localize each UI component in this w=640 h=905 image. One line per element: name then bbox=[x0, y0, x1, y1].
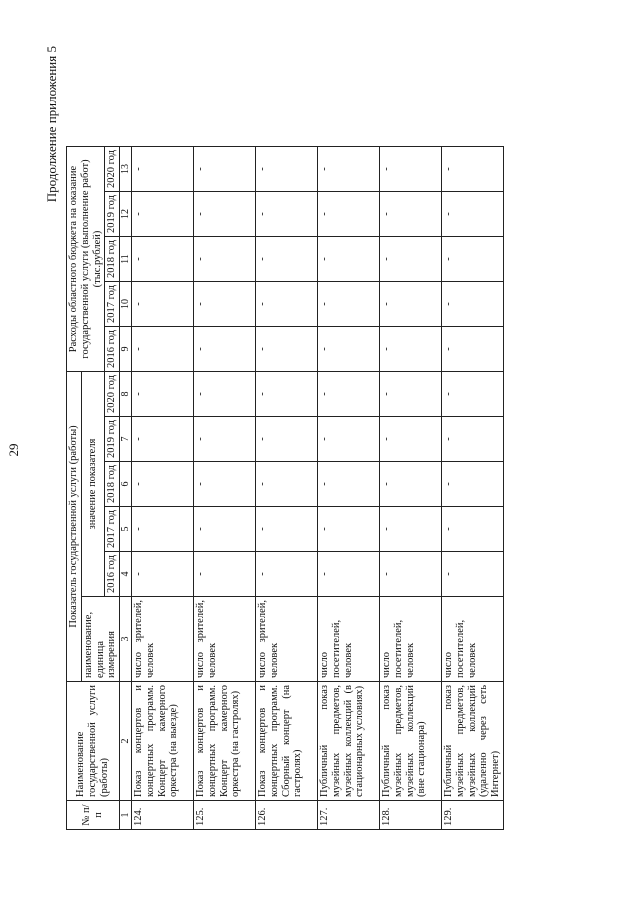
service-name: Публичный показ музейных предметов, музейных коллекций (в стационарных условиях) bbox=[318, 682, 380, 801]
value-cell: - bbox=[132, 507, 194, 552]
column-number: 11 bbox=[120, 237, 132, 282]
value-cell: - bbox=[442, 462, 504, 507]
value-cell: - bbox=[256, 327, 318, 372]
value-cell: - bbox=[318, 147, 380, 192]
table-row bbox=[380, 147, 442, 830]
header-service-name: Наименование государственной услуги (работы) bbox=[67, 682, 120, 801]
header-year: 2020 год bbox=[105, 372, 120, 417]
column-number: 9 bbox=[120, 327, 132, 372]
header-year: 2018 год bbox=[105, 237, 120, 282]
value-cell: - bbox=[442, 147, 504, 192]
value-cell: - bbox=[256, 147, 318, 192]
indicator-unit: число посетителей, человек bbox=[442, 597, 504, 682]
column-number: 4 bbox=[120, 552, 132, 597]
service-name: Публичный показ музейных предметов, музейных коллекций (удаленно через сеть Интернет) bbox=[442, 682, 504, 801]
value-cell: - bbox=[380, 327, 442, 372]
value-cell: - bbox=[442, 327, 504, 372]
value-cell: - bbox=[380, 507, 442, 552]
header-no: № п/п bbox=[67, 801, 120, 830]
value-cell: - bbox=[256, 282, 318, 327]
table-row bbox=[256, 147, 318, 830]
value-cell: - bbox=[380, 282, 442, 327]
header-year: 2020 год bbox=[105, 147, 120, 192]
value-cell: - bbox=[380, 237, 442, 282]
service-name: Показ концертов и концертных программ. Сборный концерт (на гастролях) bbox=[256, 682, 318, 801]
value-cell: - bbox=[442, 282, 504, 327]
column-number: 5 bbox=[120, 507, 132, 552]
value-cell: - bbox=[194, 237, 256, 282]
column-number: 1 bbox=[120, 801, 132, 830]
value-cell: - bbox=[442, 552, 504, 597]
column-number-row bbox=[120, 147, 132, 830]
value-cell: - bbox=[380, 462, 442, 507]
value-cell: - bbox=[194, 282, 256, 327]
value-cell: - bbox=[318, 507, 380, 552]
row-number: 127. bbox=[318, 801, 380, 830]
value-cell: - bbox=[442, 417, 504, 462]
row-number: 124. bbox=[132, 801, 194, 830]
value-cell: - bbox=[380, 552, 442, 597]
header-values-group: значение показателя bbox=[81, 372, 105, 597]
table-body bbox=[132, 147, 504, 830]
column-number: 8 bbox=[120, 372, 132, 417]
value-cell: - bbox=[442, 372, 504, 417]
value-cell: - bbox=[256, 507, 318, 552]
value-cell: - bbox=[380, 372, 442, 417]
column-number: 3 bbox=[120, 597, 132, 682]
value-cell: - bbox=[256, 192, 318, 237]
value-cell: - bbox=[132, 327, 194, 372]
table-row bbox=[442, 147, 504, 830]
column-number: 12 bbox=[120, 192, 132, 237]
service-name: Показ концертов и концертных программ. Концерт камерного оркестра (на гастролях) bbox=[194, 682, 256, 801]
value-cell: - bbox=[194, 327, 256, 372]
budget-table bbox=[66, 146, 504, 830]
value-cell: - bbox=[132, 552, 194, 597]
value-cell: - bbox=[132, 372, 194, 417]
indicator-unit: число зрителей, человек bbox=[194, 597, 256, 682]
value-cell: - bbox=[318, 372, 380, 417]
value-cell: - bbox=[442, 237, 504, 282]
value-cell: - bbox=[318, 192, 380, 237]
value-cell: - bbox=[256, 462, 318, 507]
value-cell: - bbox=[318, 417, 380, 462]
value-cell: - bbox=[318, 462, 380, 507]
header-year: 2018 год bbox=[105, 462, 120, 507]
value-cell: - bbox=[132, 462, 194, 507]
row-number: 125. bbox=[194, 801, 256, 830]
table-row bbox=[194, 147, 256, 830]
header-year: 2019 год bbox=[105, 192, 120, 237]
value-cell: - bbox=[194, 417, 256, 462]
indicator-unit: число посетителей, человек bbox=[380, 597, 442, 682]
value-cell: - bbox=[442, 192, 504, 237]
indicator-unit: число зрителей, человек bbox=[256, 597, 318, 682]
value-cell: - bbox=[442, 507, 504, 552]
table-row bbox=[318, 147, 380, 830]
column-number: 10 bbox=[120, 282, 132, 327]
indicator-unit: число зрителей, человек bbox=[132, 597, 194, 682]
column-number: 6 bbox=[120, 462, 132, 507]
value-cell: - bbox=[132, 282, 194, 327]
value-cell: - bbox=[318, 282, 380, 327]
value-cell: - bbox=[132, 237, 194, 282]
header-year: 2017 год bbox=[105, 507, 120, 552]
value-cell: - bbox=[256, 237, 318, 282]
header-budget-group: Расходы областного бюджета на оказание государственной услуги (выполнение работ) (тыс.рублей) bbox=[67, 147, 105, 372]
value-cell: - bbox=[256, 417, 318, 462]
value-cell: - bbox=[256, 372, 318, 417]
value-cell: - bbox=[380, 417, 442, 462]
row-number: 129. bbox=[442, 801, 504, 830]
value-cell: - bbox=[132, 147, 194, 192]
header-year: 2016 год bbox=[105, 327, 120, 372]
value-cell: - bbox=[380, 147, 442, 192]
value-cell: - bbox=[194, 192, 256, 237]
column-number: 7 bbox=[120, 417, 132, 462]
service-name: Публичный показ музейных предметов, музейных коллекций (вне стационара) bbox=[380, 682, 442, 801]
value-cell: - bbox=[132, 192, 194, 237]
value-cell: - bbox=[194, 372, 256, 417]
header-year: 2019 год bbox=[105, 417, 120, 462]
value-cell: - bbox=[194, 552, 256, 597]
header-year: 2016 год bbox=[105, 552, 120, 597]
value-cell: - bbox=[256, 552, 318, 597]
column-number: 13 bbox=[120, 147, 132, 192]
indicator-unit: число посетителей, человек bbox=[318, 597, 380, 682]
column-number: 2 bbox=[120, 682, 132, 801]
value-cell: - bbox=[194, 147, 256, 192]
value-cell: - bbox=[380, 192, 442, 237]
page-number: 29 bbox=[6, 443, 21, 457]
row-number: 126. bbox=[256, 801, 318, 830]
value-cell: - bbox=[194, 507, 256, 552]
value-cell: - bbox=[132, 417, 194, 462]
table-row bbox=[132, 147, 194, 830]
row-number: 128. bbox=[380, 801, 442, 830]
appendix-continuation: Продолжение приложения 5 bbox=[44, 46, 59, 203]
header-year: 2017 год bbox=[105, 282, 120, 327]
header-indicator-group: Показатель государственной услуги (работы) bbox=[67, 372, 82, 682]
header-unit: наименование, единица измерения bbox=[81, 597, 119, 682]
service-name: Показ концертов и концертных программ. Концерт камерного оркестра (на выезде) bbox=[132, 682, 194, 801]
value-cell: - bbox=[318, 552, 380, 597]
value-cell: - bbox=[194, 462, 256, 507]
value-cell: - bbox=[318, 327, 380, 372]
value-cell: - bbox=[318, 237, 380, 282]
